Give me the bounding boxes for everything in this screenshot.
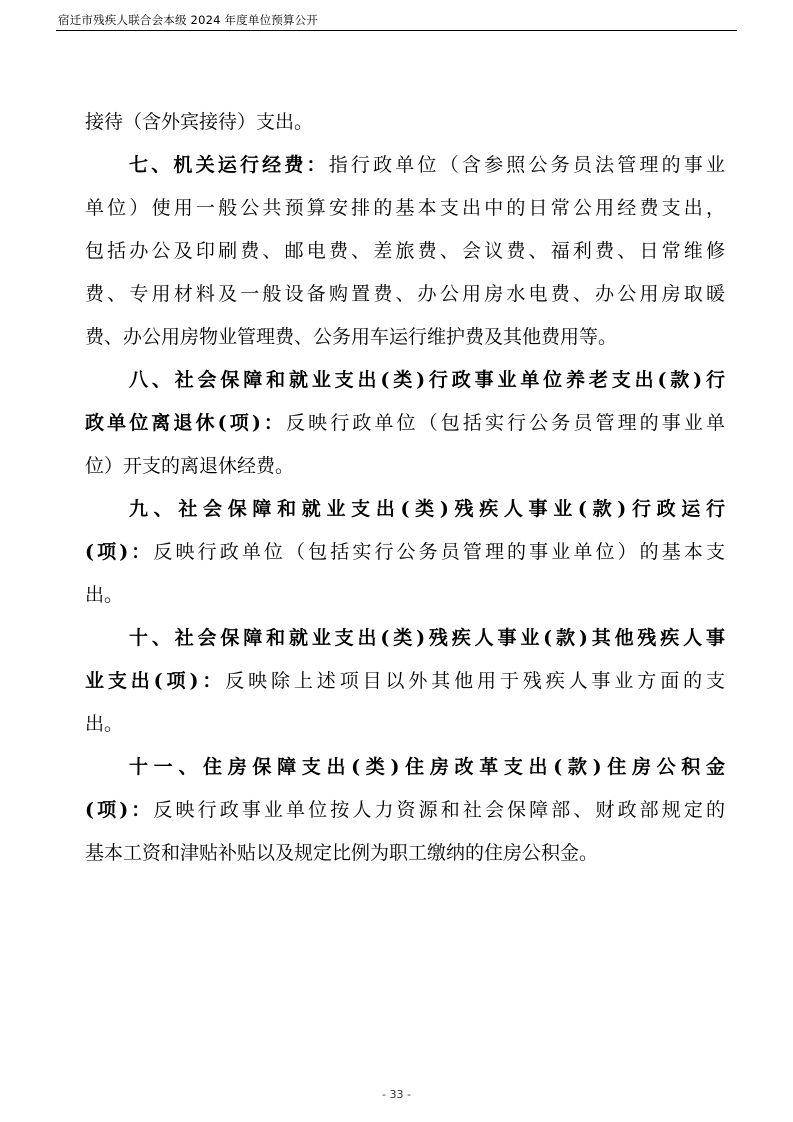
- section-9-heading: 九、社会保障和就业支出(类)残疾人事业(款)行政运行: [129, 498, 725, 520]
- section-8-heading-cont: 政单位离退休(项)：: [85, 412, 287, 434]
- section-11-line-2: [85, 798, 725, 822]
- section-9-heading-cont: (项)：: [85, 541, 154, 563]
- section-7-line-2: 单位）使用一般公共预算安排的基本支出中的日常公用经费支出，: [85, 197, 725, 219]
- section-11-heading: 十一、住房保障支出(类)住房改革支出(款)住房公积金: [129, 756, 725, 778]
- section-9-line-3: 出。: [85, 584, 124, 606]
- section-7-text: 指行政单位（含参照公务员法管理的事业: [328, 154, 725, 176]
- section-11-text: 反映行政事业单位按人力资源和社会保障部、财政部规定的: [153, 799, 725, 821]
- paragraph-line: 接待（含外宾接待）支出。: [85, 111, 314, 133]
- section-9-text: 反映行政单位（包括实行公务员管理的事业单位）的基本支: [153, 541, 725, 563]
- section-10-text: 反映除上述项目以外其他用于残疾人事业方面的支: [225, 670, 725, 692]
- header-rule: [56, 30, 737, 31]
- section-8-text: 反映行政单位（包括实行公务员管理的事业单: [286, 412, 725, 434]
- section-11-heading-cont: (项)：: [85, 799, 154, 821]
- section-8-line-3: 位）开支的离退休经费。: [85, 455, 295, 477]
- section-10-heading-cont: 业支出(项)：: [85, 670, 226, 692]
- section-10-line-3: 出。: [85, 713, 124, 735]
- section-7-line-1: [129, 153, 725, 177]
- section-10-line-2: [85, 669, 725, 693]
- document-header: 宿迁市残疾人联合会本级 2024 年度单位预算公开: [58, 13, 319, 27]
- section-7-line-5: 费、办公用房物业管理费、公务用车运行维护费及其他费用等。: [85, 326, 618, 348]
- section-7-line-3: 包括办公及印刷费、邮电费、差旅费、会议费、福利费、日常维修: [85, 240, 725, 262]
- section-7-heading: 七、机关运行经费：: [129, 154, 329, 176]
- section-9-line-2: [85, 540, 725, 564]
- section-7-line-4: 费、专用材料及一般设备购置费、办公用房水电费、办公用房取暖: [85, 283, 725, 305]
- page-number: - 33 -: [382, 1088, 411, 1101]
- section-8-line-2: [85, 411, 725, 435]
- section-8-heading: 八、社会保障和就业支出(类)行政事业单位养老支出(款)行: [129, 369, 725, 391]
- section-11-line-3: 基本工资和津贴补贴以及规定比例为职工缴纳的住房公积金。: [85, 842, 599, 864]
- section-10-heading: 十、社会保障和就业支出(类)残疾人事业(款)其他残疾人事: [129, 627, 725, 649]
